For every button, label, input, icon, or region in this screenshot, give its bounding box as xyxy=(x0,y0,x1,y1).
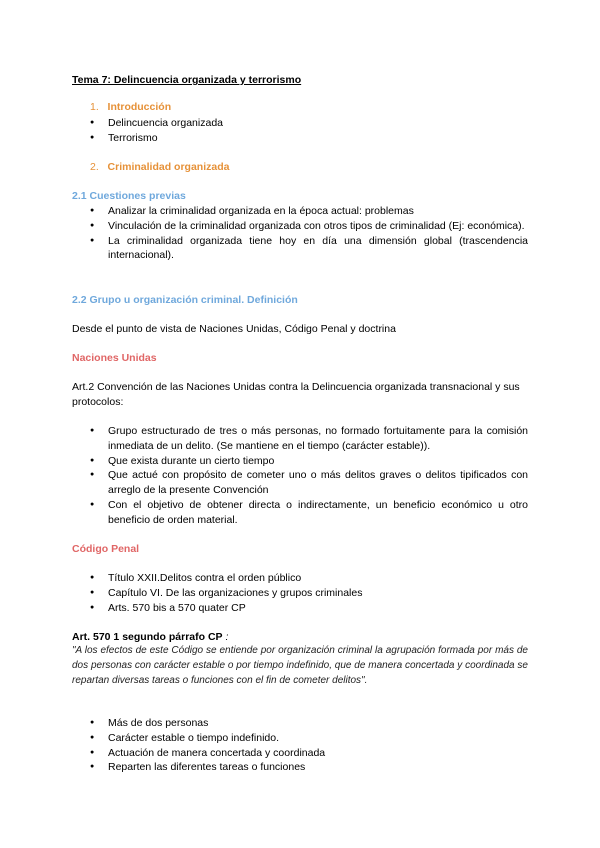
codigo-penal-heading: Código Penal xyxy=(72,543,140,555)
codigo-penal-list xyxy=(72,571,528,615)
section-2-heading xyxy=(90,160,229,175)
list-item: ● Delincuencia organizada xyxy=(72,116,528,131)
section-1-number: 1. xyxy=(90,101,99,113)
list-item: ● Capítulo VI. De las organizaciones y grupos criminales xyxy=(72,586,528,601)
article-570-quote: "A los efectos de este Código se entiende por organización criminal la agrupación formada por más de dos personas con carácter estable o por tiempo indefinido, que de manera concertada y coordinada se repartan diversas tareas o funciones con el fin de cometer delitos". xyxy=(72,645,528,686)
page-title: Tema 7: Delincuencia organizada y terrorismo xyxy=(72,74,302,86)
section-1-title: Introducción xyxy=(107,101,172,113)
section-2-title: Criminalidad organizada xyxy=(107,161,230,173)
naciones-unidas-heading: Naciones Unidas xyxy=(72,352,157,364)
subsection-2-2-heading: 2.2 Grupo u organización criminal. Definición xyxy=(72,294,298,306)
list-item: ● Que actué con propósito de cometer uno o más delitos graves o delitos tipificados con arreglo de la presente Convención xyxy=(72,468,528,498)
list-item: ● Vinculación de la criminalidad organizada con otros tipos de criminalidad (Ej: económica). xyxy=(72,219,528,234)
list-item: ● Título XXII.Delitos contra el orden público xyxy=(72,571,528,586)
list-item: ● La criminalidad organizada tiene hoy en día una dimensión global (trascendencia internacional). xyxy=(72,234,528,264)
list-item: ● Que exista durante un cierto tiempo xyxy=(72,454,528,469)
section-2-number: 2. xyxy=(90,161,99,173)
subsection-2-1-list xyxy=(72,204,528,263)
article-570-list xyxy=(72,716,528,775)
naciones-unidas-list xyxy=(72,424,528,528)
article-570-heading xyxy=(72,630,228,645)
list-item: ● Más de dos personas xyxy=(72,716,528,731)
article-570-colon: : xyxy=(225,631,229,643)
list-item: ● Arts. 570 bis a 570 quater CP xyxy=(72,601,528,616)
list-item: ● Actuación de manera concertada y coordinada xyxy=(72,746,528,761)
list-item: ● Analizar la criminalidad organizada en la época actual: problemas xyxy=(72,204,528,219)
list-item: ● Con el objetivo de obtener directa o indirectamente, un beneficio económico u otro beneficio de orden material. xyxy=(72,498,528,528)
list-item: ● Reparten las diferentes tareas o funciones xyxy=(72,760,528,775)
naciones-unidas-article: Art.2 Convención de las Naciones Unidas contra la Delincuencia organizada transnacional y sus protocolos: xyxy=(72,381,520,408)
list-item: ● Grupo estructurado de tres o más personas, no formado fortuitamente para la comisión inmediata de un delito. (Se mantiene en el tiempo (carácter estable)). xyxy=(72,424,528,454)
section-1-heading xyxy=(90,100,171,115)
list-item: ● Terrorismo xyxy=(72,131,528,146)
subsection-2-2-intro: Desde el punto de vista de Naciones Unidas, Código Penal y doctrina xyxy=(72,323,396,335)
list-item: ● Carácter estable o tiempo indefinido. xyxy=(72,731,528,746)
article-570-title: Art. 570 1 segundo párrafo CP xyxy=(72,631,223,643)
section-1-list xyxy=(72,116,528,146)
subsection-2-1-heading: 2.1 Cuestiones previas xyxy=(72,190,186,202)
